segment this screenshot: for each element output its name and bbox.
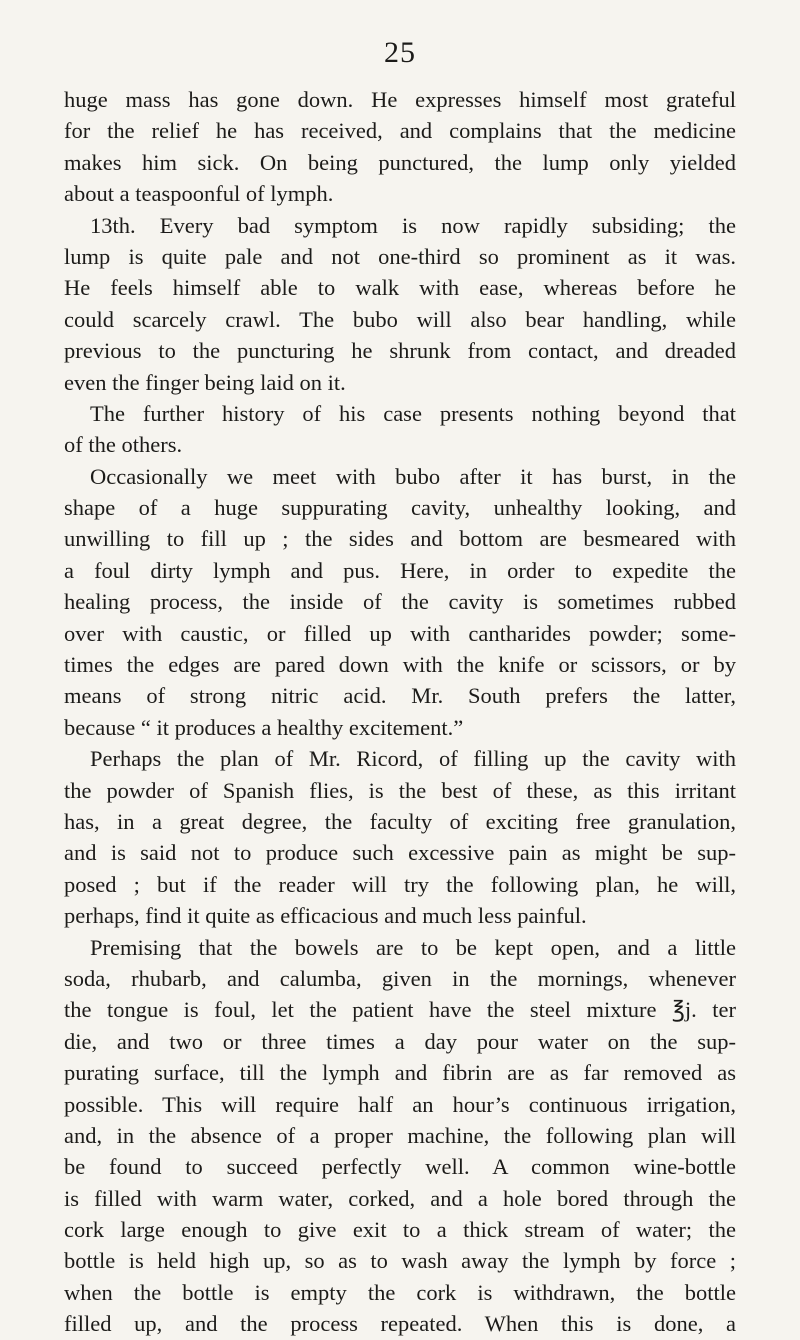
text-line: Occasionally we meet with bubo after it has burst, in the [90, 463, 736, 489]
text-line: healing process, the inside of the cavity is sometimes rubbed [64, 589, 736, 615]
text-line: cork large enough to give exit to a thick stream of water; the [64, 1217, 736, 1243]
page-number: 25 [384, 36, 416, 69]
text-line: could scarcely crawl. The bubo will also bear handling, while [64, 306, 736, 332]
text-line: the powder of Spanish flies, is the best of these, as this irritant [64, 777, 736, 803]
text-line: Perhaps the plan of Mr. Ricord, of filling up the cavity with [90, 746, 736, 772]
text-line: possible. This will require half an hour’s continuous irrigation, [64, 1091, 736, 1117]
text-line: has, in a great degree, the faculty of exciting free granulation, [64, 808, 736, 834]
text-line: means of strong nitric acid. Mr. South prefers the latter, [64, 683, 736, 709]
text-line: huge mass has gone down. He expresses himself most grateful [64, 87, 736, 112]
text-line: unwilling to fill up ; the sides and bottom are besmeared with [64, 526, 736, 552]
text-line: be found to succeed perfectly well. A common wine-bottle [64, 1154, 736, 1180]
text-line: of the others. [64, 432, 183, 458]
text-line: posed ; but if the reader will try the following plan, he will, [64, 871, 736, 897]
text-line: filled up, and the process repeated. When this is done, a [64, 1311, 736, 1337]
text-line: bottle is held high up, so as to wash away the lymph by force ; [64, 1248, 736, 1274]
text-line: and, in the absence of a proper machine, the following plan will [64, 1122, 736, 1148]
text-line: lump is quite pale and not one-third so prominent as it was. [64, 243, 736, 269]
text-line: the tongue is foul, let the patient have the steel mixture ℥j. ter [64, 997, 736, 1023]
text-line: times the edges are pared down with the knife or scissors, or by [64, 652, 736, 678]
text-line: a foul dirty lymph and pus. Here, in order to expedite the [64, 557, 736, 583]
text-line: perhaps, find it quite as efficacious and much less painful. [64, 903, 587, 929]
text-line: even the finger being laid on it. [64, 369, 346, 395]
text-line: over with caustic, or filled up with cantharides powder; some- [64, 620, 736, 646]
text-line: He feels himself able to walk with ease, whereas before he [64, 275, 736, 301]
text-line: 13th. Every bad symptom is now rapidly subsiding; the [90, 212, 736, 238]
text-line: when the bottle is empty the cork is withdrawn, the bottle [64, 1279, 736, 1305]
text-line: Premising that the bowels are to be kept open, and a little [90, 934, 736, 960]
text-line: is filled with warm water, corked, and a hole bored through the [64, 1185, 736, 1211]
text-line: previous to the puncturing he shrunk from contact, and dreaded [64, 338, 736, 364]
text-line: for the relief he has received, and complains that the medicine [64, 118, 736, 144]
text-line: The further history of his case presents nothing beyond that [90, 400, 736, 426]
text-line: die, and two or three times a day pour water on the sup- [64, 1028, 736, 1054]
text-line: purating surface, till the lymph and fibrin are as far removed as [64, 1060, 736, 1086]
text-line: soda, rhubarb, and calumba, given in the mornings, whenever [64, 965, 736, 991]
text-line: about a teaspoonful of lymph. [64, 181, 334, 207]
body-text [64, 84, 736, 1340]
text-line: shape of a huge suppurating cavity, unhealthy looking, and [64, 495, 736, 521]
text-line: because “ it produces a healthy excitement.” [64, 714, 464, 740]
text-line: makes him sick. On being punctured, the lump only yielded [64, 149, 736, 175]
text-line: and is said not to produce such excessive pain as might be sup- [64, 840, 736, 866]
